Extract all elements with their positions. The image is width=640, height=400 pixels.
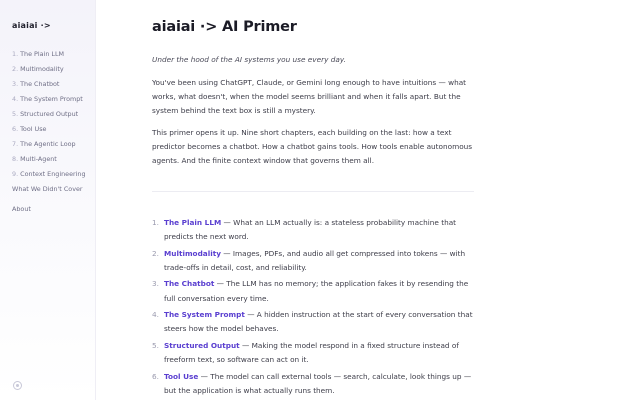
chapter-link-structured-output[interactable]: Structured Output	[164, 340, 240, 350]
sidebar-item-label: The Agentic Loop	[20, 139, 76, 148]
sidebar-item-label: Structured Output	[20, 109, 79, 118]
chapter-number: 6.	[152, 371, 159, 381]
sidebar-item-label: Context Engineering	[20, 169, 86, 178]
sidebar-item-structured-output[interactable]	[12, 106, 86, 121]
chapter-number: 1.	[152, 218, 159, 227]
sidebar-item-number: 2.	[12, 64, 19, 73]
circle-half-icon[interactable]	[13, 381, 22, 390]
sidebar-item-number: 5.	[12, 109, 19, 118]
chapter-link-tool-use[interactable]: Tool Use	[164, 371, 199, 381]
sidebar-item-agentic-loop[interactable]	[12, 136, 86, 151]
sidebar-item-number: 6.	[12, 124, 19, 133]
chapter-number: 2.	[152, 248, 159, 258]
chapter-description: — The LLM has no memory; the application fakes it by resending the full conversation every time.	[164, 279, 469, 303]
sidebar-item-number: 9.	[12, 169, 19, 178]
sidebar-item-label: The Chatbot	[20, 79, 60, 88]
sidebar-item-multimodality[interactable]	[12, 61, 86, 76]
chapter-link-chatbot[interactable]: The Chatbot	[164, 279, 215, 289]
chapter-list	[152, 216, 474, 400]
page-lede: Under the hood of the AI systems you use every day.	[152, 55, 346, 64]
brand-logo[interactable]: aiaiai ·>	[12, 21, 51, 30]
sidebar-item-what-we-didnt-cover[interactable]: What We Didn't Cover	[12, 184, 83, 193]
chapter-link-system-prompt[interactable]: The System Prompt	[164, 310, 245, 320]
chapter-item	[152, 277, 474, 305]
intro-paragraph-1: You've been using ChatGPT, Claude, or Gemini long enough to have intuitions — what works, what doesn't, when the model seems brilliant and when it falls apart. But the system behind the text box is still a mystery.	[152, 78, 467, 116]
chapter-number: 5.	[152, 340, 159, 350]
chapter-number: 3.	[152, 279, 159, 289]
chapter-description: — The model can call external tools — search, calculate, look things up — but the application is what actually runs them.	[164, 371, 472, 395]
sidebar-item-label: Multi-Agent	[20, 154, 57, 163]
intro-paragraph-2: This primer opens it up. Nine short chapters, each building on the last: how a text predictor becomes a chatbot. How a chatbot gains tools. How tools enable autonomous agents. And the finite context window that governs them all.	[152, 128, 473, 166]
chapter-item	[152, 370, 474, 398]
page-title: aiaiai ·> AI Primer	[152, 19, 297, 35]
sidebar-item-number: 4.	[12, 94, 19, 103]
sidebar-item-number: 7.	[12, 139, 19, 148]
sidebar-item-chatbot[interactable]	[12, 76, 86, 91]
sidebar-item-number: 1.	[12, 49, 19, 58]
chapter-description: — Making the model respond in a fixed structure instead of freeform text, so software can act on it.	[164, 340, 459, 365]
chapter-description: — What an LLM actually is: a stateless probability machine that predicts the next word.	[164, 218, 457, 242]
chapter-item	[152, 339, 474, 367]
section-divider	[152, 191, 474, 192]
chapter-item	[152, 247, 474, 275]
sidebar-item-label: The System Prompt	[20, 94, 83, 103]
sidebar-nav	[12, 46, 86, 216]
sidebar-item-system-prompt[interactable]	[12, 91, 86, 106]
sidebar-item-label: Tool Use	[20, 124, 47, 133]
chapter-item	[152, 308, 474, 336]
chapter-number: 4.	[152, 310, 159, 320]
sidebar-item-number: 3.	[12, 79, 19, 88]
chapter-description: — A hidden instruction at the start of every conversation that steers how the model behaves.	[164, 310, 473, 334]
chapter-description: — Images, PDFs, and audio all get compressed into tokens — with trade-offs in detail, cost, and reliability.	[164, 248, 466, 272]
sidebar-item-multi-agent[interactable]	[12, 151, 86, 166]
chapter-link-plain-llm[interactable]: The Plain LLM	[164, 218, 222, 227]
sidebar-item-number: 8.	[12, 154, 19, 163]
sidebar-item-label: The Plain LLM	[20, 49, 65, 58]
sidebar	[0, 0, 96, 400]
sidebar-item-about[interactable]: About	[12, 204, 31, 213]
sidebar-item-context-engineering[interactable]	[12, 166, 86, 181]
sidebar-item-plain-llm[interactable]	[12, 46, 86, 61]
chapter-item	[152, 216, 474, 244]
chapter-link-multimodality[interactable]: Multimodality	[164, 248, 221, 258]
sidebar-item-tool-use[interactable]	[12, 121, 86, 136]
sidebar-item-label: Multimodality	[20, 64, 64, 73]
